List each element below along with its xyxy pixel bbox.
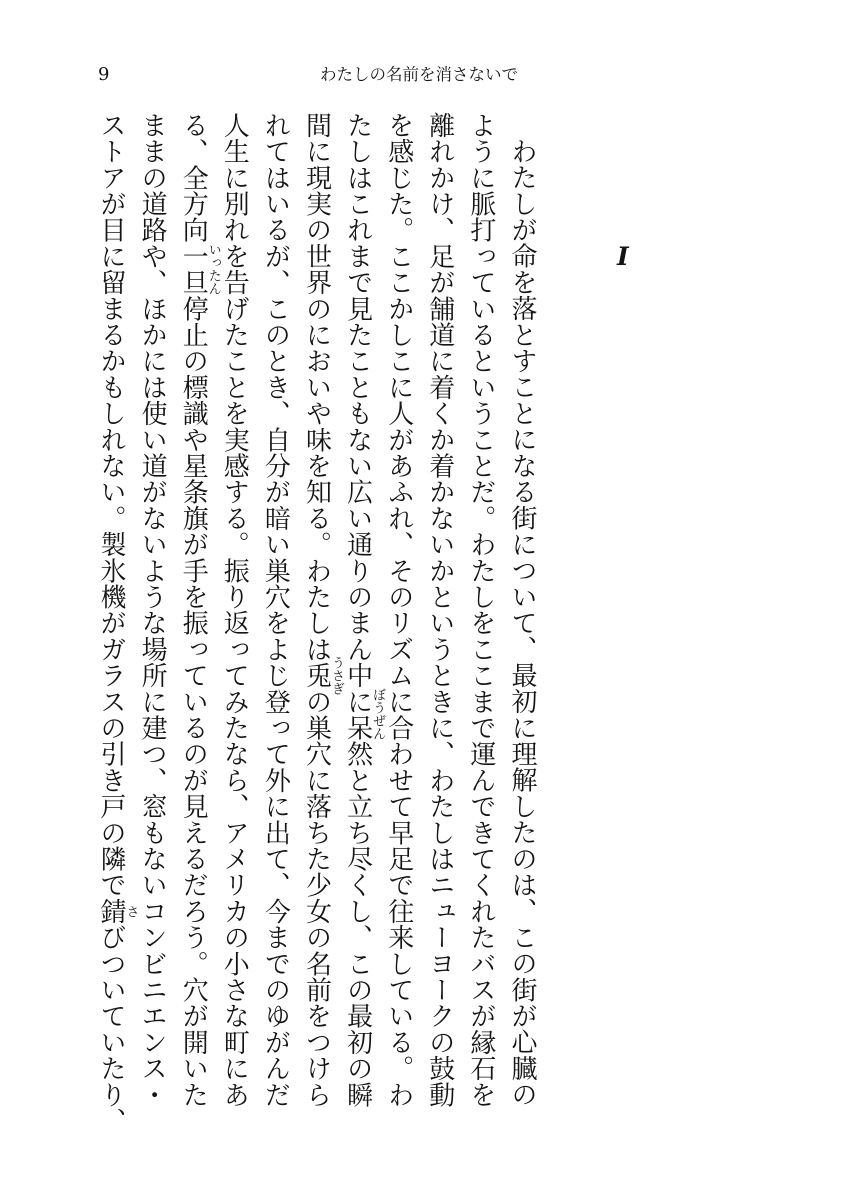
body-column-9 [178,112,209,1108]
body-column-7: れてはいるが、このとき、自分が暗い巣穴をよじ登って外に出て、今までのゆがんだ [260,112,291,1108]
ruby-annotation: いったん [205,243,221,296]
column-text: 停止の標識や星条旗が手を振っているのが見えるだろう。穴が開いた [178,295,209,1108]
column-text: の巣穴に落ちた少女の名前をつけら [301,688,332,1108]
ruby-annotation: うさぎ [329,655,344,695]
ruby-annotation: ぼうぜん [370,688,386,741]
body-column-4: を感じた。ここかしこに人があふれ、そのリズムに合わせて早足で往来している。わ [383,112,414,1108]
ruby-base: 兎 [301,662,332,689]
column-text: ストアが目に留まるかもしれない。製氷機がガラスの引き戸の隣で [96,112,126,898]
column-text: たしはこれまで見たこともない広い通りのまん中に [342,112,373,715]
body-column-1: わたしが命を落とすことになる街について、最初に理解したのは、この街が心臓の [507,138,537,1108]
chapter-number: I [617,242,629,271]
column-text: びついていたり、 [96,924,126,1134]
column-text: 間に現実の世界のにおいや味を知る。わたしは [301,112,332,663]
ruby-base: 錆 [96,898,126,925]
body-column-11 [98,112,124,1134]
column-text: る、全方向 [178,112,209,243]
body-column-8: 人生に別れを告げたことを実感する。振り返ってみたなら、アメリカの小さな町にあ [219,112,250,1108]
page-number: 9 [98,64,110,85]
body-column-2: ように脈打っているということだ。わたしをここまで運んできてくれたバスが縁石を [465,112,496,1108]
ruby-annotation: さ [123,904,139,918]
ruby-base: 呆然 [342,714,373,768]
running-title: わたしの名前を消さないで [320,65,518,84]
body-column-6 [301,112,332,1108]
body-column-5 [342,112,373,1108]
body-column-10: ままの道路や、ほかには使い道がないような場所に建つ、窓もないコンビニエンス・ [137,112,168,1108]
body-column-3: 離れかけ、足が舗道に着くか着かないかというときに、わたしはニューヨークの鼓動 [424,112,455,1108]
column-text: と立ち尽くし、この最初の瞬 [342,767,373,1108]
ruby-base: 一旦 [178,243,209,296]
